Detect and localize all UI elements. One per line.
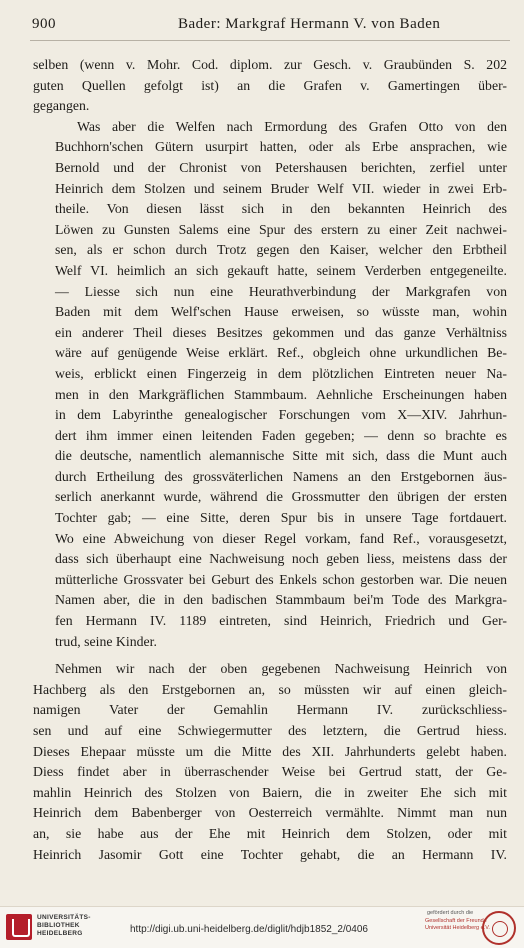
sponsor-label: gefördert durch die [427,910,474,916]
text-line: namigen Vater der Gemahlin Hermann IV. zurückschliess- [33,702,507,718]
library-name-line: HEIDELBERG [37,929,83,937]
text-line: — Liesse sich nun eine Heurathverbindung der Markgrafen von [55,283,507,299]
text-line: Heinrich dem Stolzen und seinem Bruder Welf VII. wieder in zwei Erb- [55,180,507,196]
text-line: gegangen. [33,98,90,114]
sponsor-name-line: Gesellschaft der Freunde [425,918,487,924]
text-line: Was aber die Welfen nach Ermordung des Grafen Otto von den [77,118,507,134]
text-line: in dem Labyrinthe genealogischer Forschungen vom X—XIV. Jahrhun- [55,407,507,423]
sponsor-name-line: Universität Heidelberg e.V. [425,924,490,931]
text-line: Buchhorn'schen Gütern usurpirt hatten, oder als Erbe ansprachen, wie [55,139,507,155]
text-line: durch Ertheilung des grossväterlichen Namens an den Erstgebornen äus- [55,468,507,484]
text-line: Dieses Ehepaar müsste um die Mitte des XII. Jahrhunderts gelebt haben. [33,743,507,759]
library-name-line: UNIVERSITÄTS- [37,914,91,921]
text-line: weis, erblickt einen Fingerzeig in dem plötzlichen Eintreten neuer Na- [55,365,507,381]
text-line: guten Quellen gefolgt ist) an die Grafen v. Gamertingen über- [33,77,507,93]
text-line: Bernold und der Chronist von Petershausen berichten, zerfiel unter [55,159,507,175]
text-line: serlich anerkannt wurde, während die Grossmutter den übrigen der ersten [55,489,507,505]
seal-icon [482,911,516,945]
page-number: 900 [32,16,56,32]
paragraph-3 [33,659,507,865]
text-line: Tochter gab; — eine Sitte, deren Spur bis in unsere Tage fortdauert. [55,510,507,526]
text-line: mütterliche Grossvater bei Geburt des Enkels schon gestorben war. Die neuen [55,571,507,587]
body-text [33,55,507,865]
viewer-footer [0,906,524,948]
page-header [30,14,510,34]
text-line: men in den Markgräflichen Stammbaum. Aehnliche Erscheinungen haben [55,386,507,402]
text-line: an, sie habe aus der Ehe mit Heinrich dem Stolzen, oder mit [33,825,507,841]
library-name-line: BIBLIOTHEK [37,921,80,929]
text-line: Nehmen wir nach der oben gegebenen Nachweisung Heinrich von [55,661,507,677]
text-line: theile. Von diesen lässt sich in den bekannten Heinrich des [55,201,507,217]
text-line: dert ihm immer einen leitenden Faden gegeben; — denn so brachte es [55,427,507,443]
library-name[interactable] [37,914,91,937]
text-line: Diess findet aber in überraschender Weise bei Gertrud statt, der Ge- [33,764,507,780]
text-line: Heinrich dem Babenberger von Oesterreich vermählte. Nimmt man nun [33,805,507,821]
running-title: Bader: Markgraf Hermann V. von Baden [178,16,441,32]
text-line: sen und auf eine Schwiegermutter des letztern, die Gertrud hiess. [33,723,507,738]
text-line: fen Hermann IV. 1189 eintreten, sind Heinrich, Friedrich und Ger- [55,613,507,629]
text-line: ein anderer Theil dieses Besitzes gekommen und das ganze Verhältniss [55,324,507,340]
header-rule [30,40,510,41]
paragraph-2 [33,117,507,652]
text-line: wäre auf genügende Weise erklärt. Ref., obgleich ohne urkundlichen Be- [55,345,507,361]
text-line: selben (wenn v. Mohr. Cod. diplom. zur Gesch. v. Graubünden S. 202 [33,57,507,72]
text-line: die deutsche, namentlich alemannische Sitte mit sich, dass die Munt auch [55,448,507,464]
permalink-url[interactable]: http://digi.ub.uni-heidelberg.de/diglit/hdjb1852_2/0406 [130,924,368,935]
text-line: Namen aber, die in den badischen Stammbaum bei'm Tode des Markgra- [55,592,507,608]
paragraph-1 [33,55,507,117]
text-line: mahlin Heinrich des Stolzen von Baiern, die in zweiter Ehe sich mit [33,784,507,800]
library-logo-icon[interactable] [6,914,32,940]
text-line: Löwen zu Gunsten Salems eine Spur des erstern zu einer Zeit nachwei- [55,221,507,237]
text-line: trud, seine Kinder. [55,633,157,649]
text-line: Hachberg als den Erstgebornen an, so müssten wir auf einen gleich- [33,681,507,697]
text-line: Welf VI. heimlich an sich gekauft hatte, seinem Verderben entgegeneilte. [55,262,507,278]
text-line: Baden mit dem Welf'schen Hause erweisen, so wüsste man, wohin [55,304,507,320]
text-line: Heinrich Jasomir Gott eine Tochter gehabt, die an Hermann IV. [33,846,507,862]
text-line: sen, als er schon durch Trotz gegen den Kaiser, welcher den Erbtheil [55,242,507,258]
text-line: Wo eine Abweichung von dieser Regel vorkam, fand Ref., vorausgesetzt, [55,530,507,546]
text-line: dass sich überhaupt eine Nachweisung noch geben liess, meistens dass der [55,551,507,567]
